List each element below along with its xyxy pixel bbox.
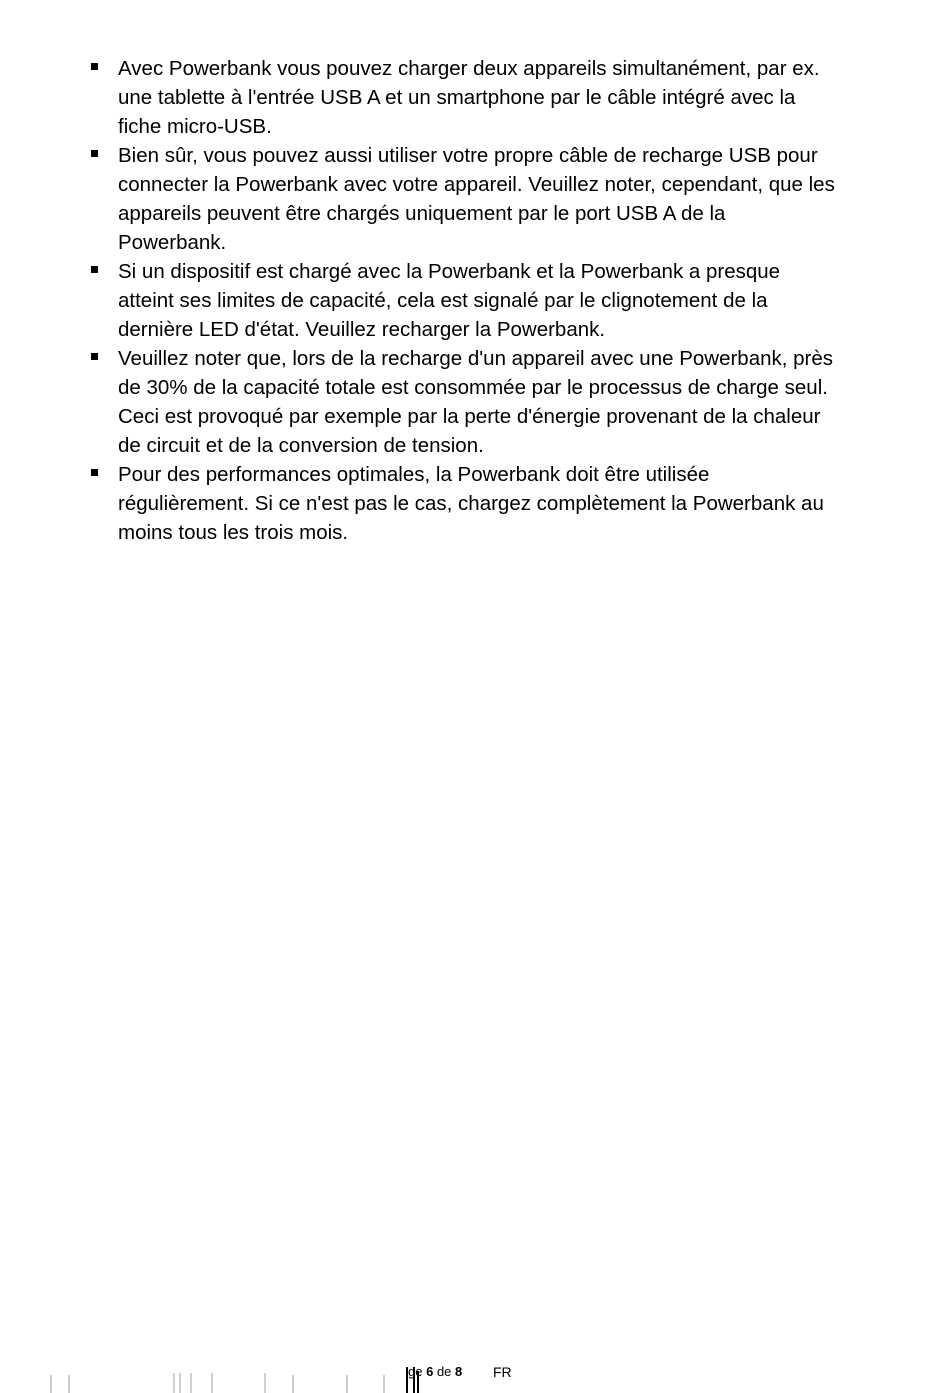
list-item-text: Avec Powerbank vous pouvez charger deux appareils simultanément, par ex. une tablette à l'entrée USB A et un smartphone par le câble intégré avec la fiche micro-USB. <box>118 57 820 138</box>
list-item-text: Si un dispositif est chargé avec la Powerbank et la Powerbank a presque atteint ses limites de capacité, cela est signalé par le clignotement de la dernière LED d'état. Veuillez recharger la Powerbank. <box>118 260 781 341</box>
list-item <box>88 344 838 460</box>
list-item-text: Pour des performances optimales, la Powerbank doit être utilisée régulièrement. Si ce n'est pas le cas, chargez complètement la Powerbank au moins tous les trois mois. <box>118 463 824 544</box>
bullet-square-icon <box>91 266 98 273</box>
bullet-square-icon <box>91 150 98 157</box>
list-item <box>88 141 838 257</box>
footer-rule-mark <box>346 1375 348 1393</box>
footer-rule-mark <box>383 1375 385 1393</box>
bullet-square-icon <box>91 469 98 476</box>
bullet-list <box>88 54 838 547</box>
page-current: 6 <box>426 1364 434 1379</box>
footer-rule-mark <box>50 1375 52 1393</box>
footer-rule-mark <box>173 1373 175 1393</box>
list-item <box>88 54 838 141</box>
page-of: de <box>436 1364 452 1379</box>
page-footer <box>0 1362 950 1393</box>
footer-rule-mark <box>179 1373 181 1393</box>
list-item-text: Veuillez noter que, lors de la recharge d'un appareil avec une Powerbank, près de 30% de la capacité totale est consommée par le processus de charge seul. Ceci est provoqué par exemple par la perte d'énergie provenant de la chaleur de circuit et de la conversion de tension. <box>118 347 834 457</box>
footer-rule-mark <box>264 1373 266 1393</box>
bullet-square-icon <box>91 63 98 70</box>
footer-rule-mark <box>292 1375 294 1393</box>
list-item <box>88 460 838 547</box>
language-code: FR <box>493 1364 512 1380</box>
document-body <box>88 54 838 547</box>
footer-rule-mark <box>190 1373 192 1393</box>
footer-rule-mark <box>68 1375 70 1393</box>
bullet-square-icon <box>91 353 98 360</box>
list-item <box>88 257 838 344</box>
page-number <box>408 1364 462 1380</box>
page-total: 8 <box>455 1364 463 1379</box>
page-prefix: ge <box>408 1364 423 1379</box>
footer-rule-mark <box>211 1373 213 1393</box>
list-item-text: Bien sûr, vous pouvez aussi utiliser votre propre câble de recharge USB pour connecter la Powerbank avec votre appareil. Veuillez noter, cependant, que les appareils peuvent être chargés uniquement par le port USB A de la Powerbank. <box>118 144 835 254</box>
